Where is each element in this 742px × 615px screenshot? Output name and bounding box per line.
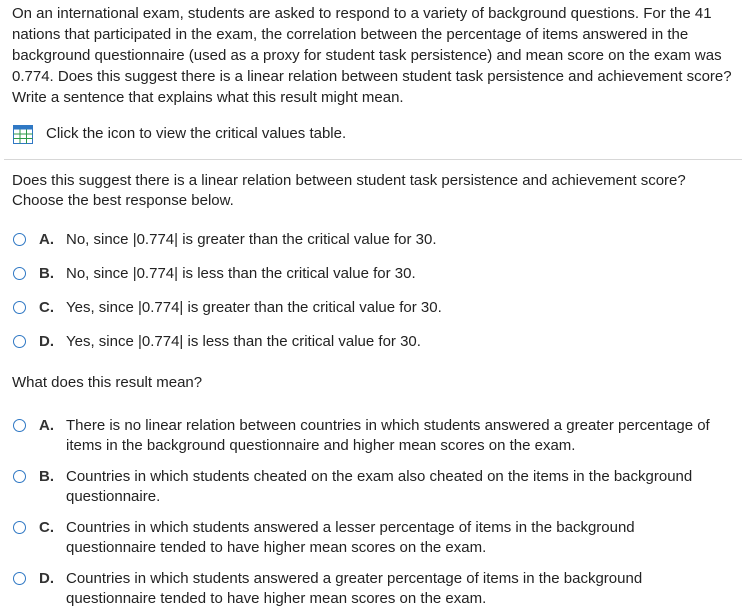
radio-button[interactable]: [13, 233, 26, 246]
option-letter: C.: [39, 519, 54, 536]
option-letter: A.: [39, 231, 54, 248]
q2-option-c[interactable]: [12, 518, 726, 558]
option-letter: D.: [39, 570, 54, 587]
radio-button[interactable]: [13, 419, 26, 432]
option-letter: B.: [39, 265, 54, 282]
option-text[interactable]: Countries in which students cheated on the exam also cheated on the items in the background questionnaire.: [66, 468, 693, 505]
radio-button[interactable]: [13, 521, 26, 534]
radio-button[interactable]: [13, 470, 26, 483]
q2-option-a[interactable]: [12, 416, 726, 456]
option-text[interactable]: Countries in which students answered a lesser percentage of items in the background questionnaire tended to have higher mean scores on the exam.: [66, 519, 635, 556]
table-link-label[interactable]: Click the icon to view the critical values table.: [46, 125, 347, 142]
option-text[interactable]: There is no linear relation between countries in which students answered a greater percentage of items in the background questionnaire and higher mean scores on the exam.: [66, 417, 710, 454]
q2-option-d[interactable]: [12, 569, 726, 609]
question2-prompt: What does this result mean?: [12, 374, 203, 391]
divider: [4, 159, 742, 160]
option-text[interactable]: No, since |0.774| is less than the critical value for 30.: [66, 265, 416, 282]
option-letter: A.: [39, 417, 54, 434]
option-text[interactable]: Yes, since |0.774| is less than the critical value for 30.: [66, 333, 421, 350]
question-intro-text: On an international exam, students are asked to respond to a variety of background questions. For the 41 nations that participated in the exam, the correlation between the percentage of items answered in the background questionnaire (used as a proxy for student task persistence) and mean score on the exam was 0.774. Does this suggest there is a linear relation between student task persistence and achievement score? Write a sentence that explains what this result might mean.: [12, 5, 732, 106]
radio-button[interactable]: [13, 267, 26, 280]
q1-option-b[interactable]: [12, 264, 416, 284]
option-text[interactable]: Countries in which students answered a greater percentage of items in the background questionnaire tended to have higher mean scores on the exam.: [66, 570, 643, 607]
option-letter: C.: [39, 299, 54, 316]
table-icon[interactable]: [13, 125, 33, 144]
option-letter: B.: [39, 468, 54, 485]
radio-button[interactable]: [13, 301, 26, 314]
option-text[interactable]: No, since |0.774| is greater than the critical value for 30.: [66, 231, 437, 248]
q1-option-d[interactable]: [12, 332, 421, 352]
q1-option-a[interactable]: [12, 230, 437, 250]
critical-values-table-link[interactable]: [13, 124, 346, 144]
option-text[interactable]: Yes, since |0.774| is greater than the critical value for 30.: [66, 299, 442, 316]
radio-button[interactable]: [13, 335, 26, 348]
radio-button[interactable]: [13, 572, 26, 585]
question1-prompt: Does this suggest there is a linear relation between student task persistence and achievement score? Choose the best response below.: [12, 172, 686, 209]
option-letter: D.: [39, 333, 54, 350]
q2-option-b[interactable]: [12, 467, 726, 507]
q1-option-c[interactable]: [12, 298, 442, 318]
